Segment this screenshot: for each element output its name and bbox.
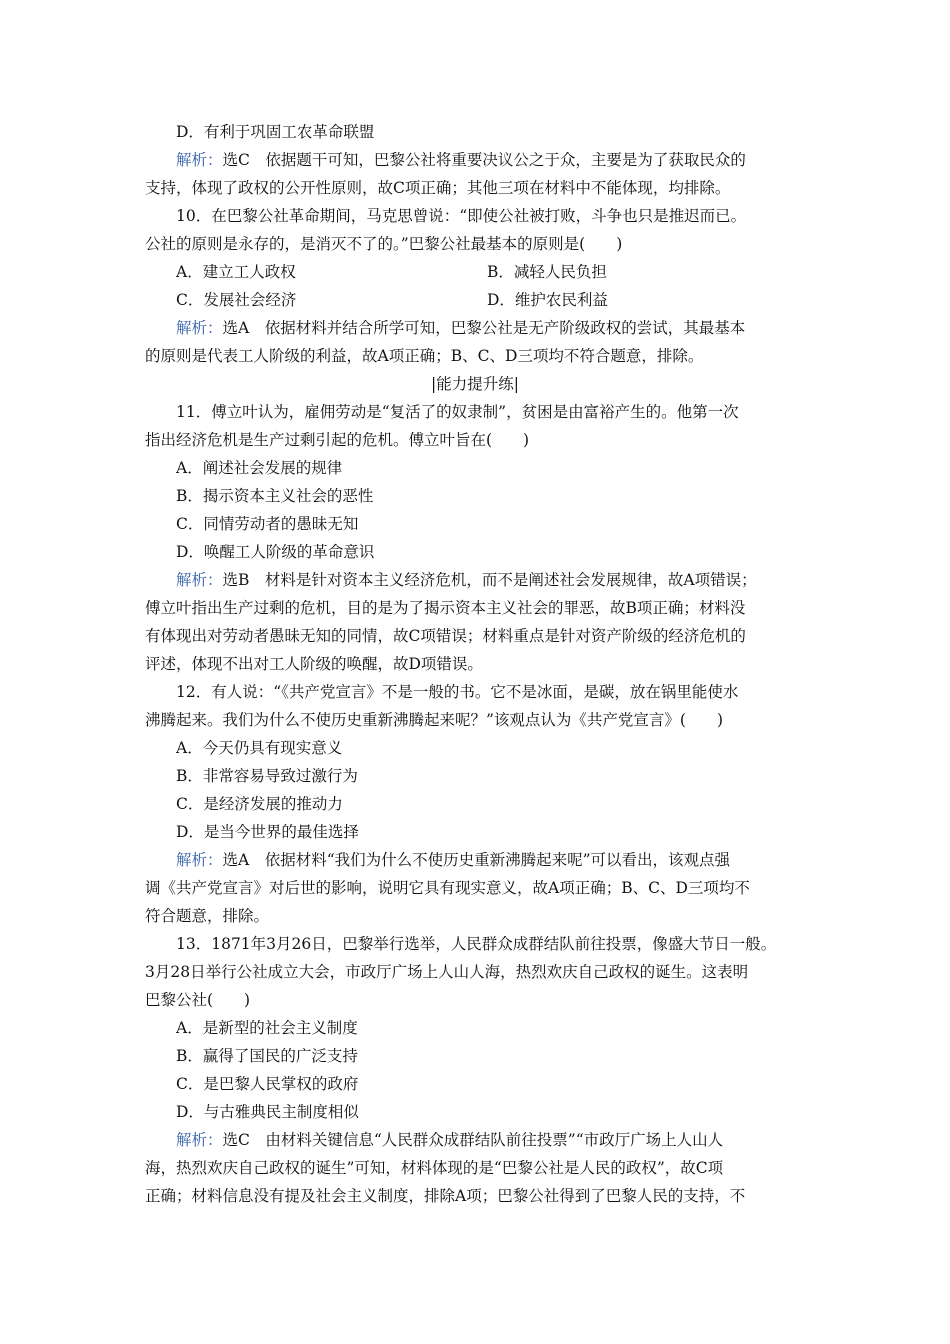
q9-analysis-line-2: 支持，体现了政权的公开性原则，故C项正确；其他三项在材料中不能体现，均排除。 (145, 179, 731, 197)
q11-stem-line-2: 指出经济危机是生产过剩引起的危机。傅立叶旨在( ) (145, 431, 530, 449)
q12-stem-line-1: 12．有人说：“《共产党宣言》不是一般的书。它不是冰面，是碳，放在锅里能使水 (176, 683, 739, 701)
q10-stem-line-2: 公社的原则是永存的，是消灭不了的。”巴黎公社最基本的原则是( ) (145, 235, 623, 253)
q11-option-d: D．唤醒工人阶级的革命意识 (176, 543, 375, 561)
q12-option-d: D．是当今世界的最佳选择 (176, 823, 359, 841)
q12-option-c: C．是经济发展的推动力 (176, 795, 343, 813)
q13-stem-line-3: 巴黎公社( ) (145, 991, 251, 1009)
q12-analysis-line-3: 符合题意，排除。 (145, 907, 270, 925)
q13-option-a: A．是新型的社会主义制度 (176, 1019, 358, 1037)
analysis-label: 解析： (176, 1131, 223, 1149)
analysis-label: 解析： (176, 319, 223, 337)
q10-analysis-line-1: 解析：选A 依据材料并结合所学可知，巴黎公社是无产阶级政权的尝试，其最基本 (176, 319, 746, 337)
q10-options-row-1 (176, 258, 296, 286)
analysis-label: 解析： (176, 851, 223, 869)
q10-stem-line-1: 10．在巴黎公社革命期间，马克思曾说：“即使公社被打败，斗争也只是推迟而已。 (176, 207, 747, 225)
q10-option-c: C．发展社会经济 (176, 291, 297, 309)
q13-stem-line-2: 3月28日举行公社成立大会，市政厅广场上人山人海，热烈欢庆自己政权的诞生。这表明 (145, 963, 749, 981)
q11-stem-line-1: 11．傅立叶认为，雇佣劳动是“复活了的奴隶制”，贫困是由富裕产生的。他第一次 (176, 403, 739, 421)
q9-analysis-line-1: 解析：选C 依据题干可知，巴黎公社将重要决议公之于众，主要是为了获取民众的 (176, 151, 746, 169)
q10-analysis-line-2: 的原则是代表工人阶级的利益，故A项正确；B、C、D三项均不符合题意，排除。 (145, 347, 704, 365)
q11-option-b: B．揭示资本主义社会的恶性 (176, 487, 374, 505)
q10-option-d: D．维护农民利益 (487, 291, 608, 309)
q13-stem-line-1: 13．1871年3月26日，巴黎举行选举，人民群众成群结队前往投票，像盛大节日一般。 (176, 935, 777, 953)
q11-option-a: A．阐述社会发展的规律 (176, 459, 343, 477)
q13-option-b: B．赢得了国民的广泛支持 (176, 1047, 358, 1065)
q10-option-b: B．减轻人民负担 (487, 263, 607, 281)
q13-option-d: D．与古雅典民主制度相似 (176, 1103, 359, 1121)
q13-analysis-line-3: 正确；材料信息没有提及社会主义制度，排除A项；巴黎公社得到了巴黎人民的支持，不 (145, 1187, 746, 1205)
q11-analysis-line-2: 傅立叶指出生产过剩的危机，目的是为了揭示资本主义社会的罪恶，故B项正确；材料没 (145, 599, 746, 617)
q12-analysis-line-1: 解析：选A 依据材料“我们为什么不使历史重新沸腾起来呢”可以看出，该观点强 (176, 851, 731, 869)
q11-analysis-line-1: 解析：选B 材料是针对资本主义经济危机，而不是阐述社会发展规律，故A项错误； (176, 571, 757, 589)
q12-option-a: A．今天仍具有现实意义 (176, 739, 343, 757)
q13-analysis-line-2: 海，热烈欢庆自己政权的诞生”可知，材料体现的是“巴黎公社是人民的政权”，故C项 (145, 1159, 724, 1177)
q11-option-c: C．同情劳动者的愚昧无知 (176, 515, 359, 533)
section-title: |能力提升练| (431, 375, 519, 393)
q12-option-b: B．非常容易导致过激行为 (176, 767, 358, 785)
q12-stem-line-2: 沸腾起来。我们为什么不使历史重新沸腾起来呢？”该观点认为《共产党宣言》( ) (145, 711, 724, 729)
q11-analysis-line-3: 有体现出对劳动者愚昧无知的同情，故C项错误；材料重点是针对资产阶级的经济危机的 (145, 627, 746, 645)
q13-option-c: C．是巴黎人民掌权的政府 (176, 1075, 359, 1093)
q13-analysis-line-1: 解析：选C 由材料关键信息“人民群众成群结队前往投票”“市政厅广场上人山人 (176, 1131, 724, 1149)
analysis-label: 解析： (176, 571, 223, 589)
q9-option-d: D．有利于巩固工农革命联盟 (176, 123, 375, 141)
analysis-label: 解析： (176, 151, 223, 169)
q10-option-a: A．建立工人政权 (176, 263, 296, 281)
q12-analysis-line-2: 调《共产党宣言》对后世的影响，说明它具有现实意义，故A项正确；B、C、D三项均不 (145, 879, 750, 897)
q11-analysis-line-4: 评述，体现不出对工人阶级的唤醒，故D项错误。 (145, 655, 483, 673)
